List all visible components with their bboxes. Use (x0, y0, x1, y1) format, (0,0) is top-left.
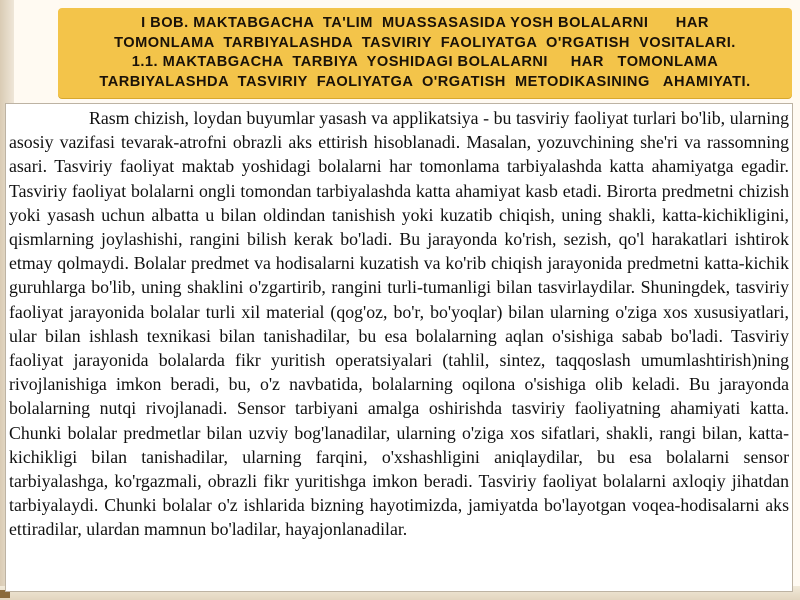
title-line-1: I BOB. MAKTABGACHA TA'LIM MUASSASASIDA YOSH BOLALARNI HAR (141, 15, 709, 31)
title-line-3: 1.1. MAKTABGACHA TARBIYA YOSHIDAGI BOLALARNI HAR TOMONLAMA (131, 54, 719, 70)
body-paragraph: Rasm chizish, loydan buyumlar yasash va applikatsiya - bu tasviriy faoliyat turlari bo'lib, ularning asosiy vazifasi tevarak-atrofni obrazli aks ettirish hisoblanadi. Masalan, yozuvchining she'ri va rassomning asari. Tasviriy faoliyat maktab yoshidagi bolalarni har tomonlama tarbiyalashda katta ahamiyatga egadir. Tasviriy faoliyat bolalarni ongli tomondan tarbiyalashda katta ahamiyat kasb etadi. Birorta predmetni chizish yoki yasash uchun albatta u bilan oldindan tanishish yoki kuzatib chiqish, uning shakli, katta-kichikligini, qismlarning joylashishi, rangini bilish kerak bo'ladi. Bu jarayonda ko'rish, sezish, qo'l harakatlari ishtirok etmay qolmaydi. Bolalar predmet va hodisalarni kuzatish va ko'rib chiqish jarayonida predmetni katta-kichik guruhlarga bo'lib, uning shaklini o'zgartirib, rangini turli-tumanligi bilan tasvirlaydilar. Shuningdek, tasviriy faoliyat jarayonida bolalar turli xil material (qog'oz, bo'r, bo'yoqlar) bilan ularning o'ziga xos xususiyatlari, ular bilan ishlash texnikasi bilan tanishadilar, bu esa bolalarning aqlan o'sishiga sabab bo'ladi. Tasviriy faoliyat jarayonida bolalarda fikr yuritish operatsiyalari (tahlil, sintez, taqqoslash umumlashtirish)ning rivojlanishiga imkon beradi, bu, o'z navbatida, bolalarning oqilona o'sishiga olib keladi. Bu jarayonda bolalarning nutqi rivojlanadi. Sensor tarbiyani amalga oshirishda tasviriy faoliyatning ahamiyati katta. Chunki bolalar predmetlar bilan uzviy bog'lanadilar, ularning o'ziga xos sifatlari, shakli, rangi bilan, katta-kichikligi bilan tanishadilar, ularning farqini, o'xshashligini aniqlaydilar, bu esa bolalarni sensor tarbiyalashga, ko'rgazmali, obrazli fikr yuritishga imkon beradi. Tasviriy faoliyat bolalarni axloqiy jihatdan tarbiyalaydi. Chunki bolalar o'z ishlarida bizning hayotimizda, jamiyatda bo'layotgan voqea-hodisalarni aks ettiradilar, ulardan mamnun bo'ladilar, hayajonlanadilar. (9, 108, 789, 540)
body-text-box (5, 103, 793, 592)
title-line-2: TOMONLAMA TARBIYALASHDA TASVIRIY FAOLIYATGA O'RGATISH VOSITALARI. (114, 34, 736, 51)
slide-title-banner (58, 8, 792, 98)
title-line-4: TARBIYALASHDA TASVIRIY FAOLIYATGA O'RGATISH METODIKASINING AHAMIYATI. (99, 73, 751, 90)
